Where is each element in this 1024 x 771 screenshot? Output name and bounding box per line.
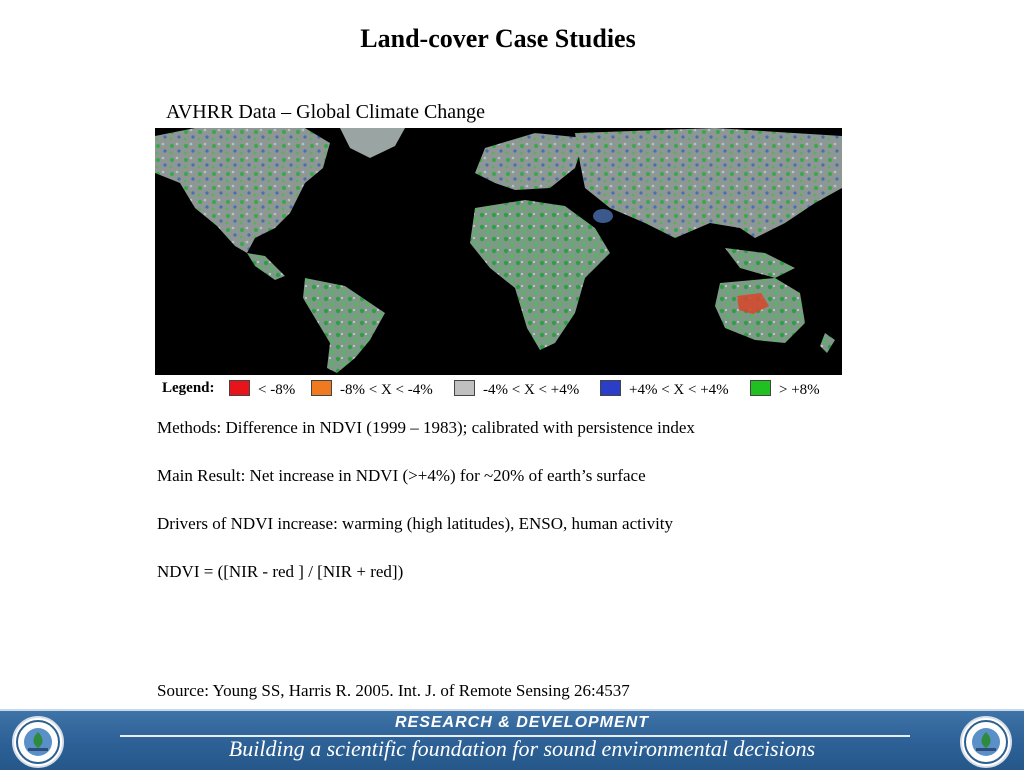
legend-title: Legend: (162, 380, 215, 396)
epa-seal-icon (960, 716, 1012, 768)
legend-item-minus4-plus4 (454, 380, 579, 399)
footer-heading: RESEARCH & DEVELOPMENT (394, 714, 650, 731)
map-caption: AVHRR Data – Global Climate Change (166, 101, 486, 123)
footer-tagline: Building a scientific foundation for sound environmental decisions (228, 736, 816, 761)
world-map-graphic (155, 128, 842, 375)
legend-swatch-orange (311, 380, 332, 396)
legend-swatch-gray (454, 380, 475, 396)
source-citation: Source: Young SS, Harris R. 2005. Int. J. of Remote Sensing 26:4537 (157, 681, 630, 700)
methods-text: Methods: Difference in NDVI (1999 – 1983); calibrated with persistence index (157, 418, 695, 437)
legend-item-gt-plus8 (750, 380, 820, 399)
legend-label: < -8% (258, 382, 296, 398)
legend-label: -4% < X < +4% (483, 382, 580, 398)
main-result-text: Main Result: Net increase in NDVI (>+4%) for ~20% of earth’s surface (157, 466, 646, 485)
legend-swatch-green (750, 380, 771, 396)
legend-label: > +8% (779, 382, 820, 398)
drivers-text: Drivers of NDVI increase: warming (high latitudes), ENSO, human activity (157, 514, 674, 533)
legend-label: -8% < X < -4% (340, 382, 433, 398)
arabia-blue-patch (593, 209, 613, 223)
legend-item-minus8-minus4 (311, 380, 433, 399)
legend (162, 380, 862, 400)
legend-item-lt-minus8 (229, 380, 295, 399)
legend-label: +4% < X < +4% (629, 382, 729, 398)
slide-title: Land-cover Case Studies (360, 24, 636, 53)
legend-item-plus4-plus4 (600, 380, 729, 399)
legend-swatch-blue (600, 380, 621, 396)
legend-swatch-red (229, 380, 250, 396)
ndvi-formula: NDVI = ([NIR - red ] / [NIR + red]) (157, 562, 404, 581)
footer-banner (0, 709, 1024, 770)
world-ndvi-map (155, 128, 842, 375)
